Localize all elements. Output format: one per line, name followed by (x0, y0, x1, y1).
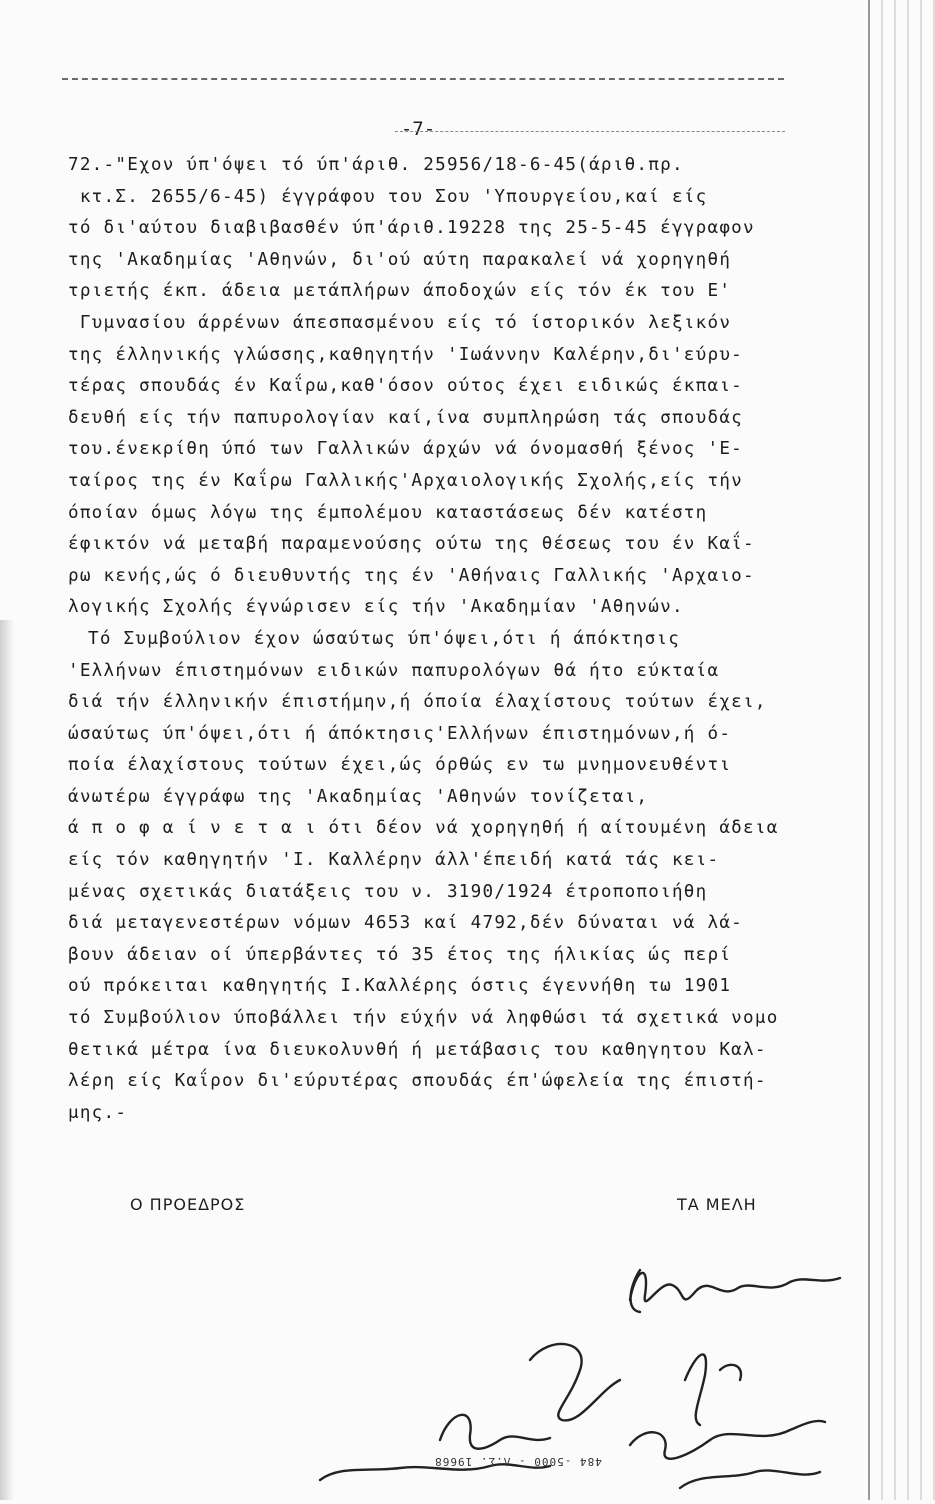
page-number-rule (395, 131, 785, 132)
page-number: -7- (400, 118, 436, 140)
body-line: 72.-"Εχον ύπ'όψει τό ύπ'άριθ. 25956/18-6-45(άριθ.πρ. (68, 155, 684, 175)
body-line: τό δι'αύτου διαβιβασθέν ύπ'άριθ.19228 της 25-5-45 έγγραφον (68, 218, 755, 239)
body-line: διά τήν έλληνικήν έπιστήμην,ή όποία έλαχίστους τούτων έχει, (68, 692, 767, 713)
signature-mark (630, 1421, 825, 1459)
body-line: λογικής Σχολής έγνώρισεν είς τήν 'Ακαδημίαν 'Αθηνών. (68, 597, 684, 618)
body-line: κτ.Σ. 2655/6-45) έγγράφου του Σου 'Υπουργείου,καί είς (68, 186, 708, 207)
body-line: τό Συμβούλιον ύποβάλλει τήν εύχήν νά ληφθώσι τά σχετικά νομο (68, 1008, 779, 1029)
body-line: άνωτέρω έγγράφω της 'Ακαδημίας 'Αθηνών τονίζεται, (68, 786, 649, 807)
body-line: ώσαύτως ύπ'όψει,ότι ή άπόκτησις'Ελλήνων έπιστημόνων,ή ό- (68, 723, 732, 744)
scan-left-edge-shadow (0, 620, 14, 1500)
signature-mark (530, 1344, 620, 1420)
body-line: βουν άδειαν οί ύπερβάντες τό 35 έτος της ήλικίας ώς περί (68, 944, 732, 965)
body-line: ποία έλαχίστους τούτων έχει,ώς όρθώς εν τω μνημονευθέντι (68, 755, 732, 776)
body-line: τέρας σπουδάς έν Καΐρω,καθ'όσον ούτος έχει ειδικώς έκπαι- (68, 376, 744, 397)
signature-mark (630, 1273, 840, 1301)
body-line: είς τόν καθηγητήν 'Ι. Καλλέρην άλλ'έπειδή κατά τάς κει- (68, 850, 720, 871)
body-line: ού πρόκειται καθηγητής Ι.Καλλέρης όστις έγεννήθη τω 1901 (68, 976, 732, 997)
body-line: όποίαν όμως λόγω της έμπολέμου καταστάσεως δέν κατέστη (68, 502, 708, 523)
body-line: Γυμνασίου άρρένων άπεσπασμένου είς τό ίστορικόν λεξικόν (68, 312, 732, 333)
members-label: ΤΑ ΜΕΛΗ (677, 1195, 757, 1214)
body-line: διά μεταγενεστέρων νόμων 4653 καί 4792,δέν δύναται νά λά- (68, 913, 744, 934)
body-line: μένας σχετικάς διατάξεις του ν. 3190/1924 έτροποποιήθη (68, 881, 708, 902)
body-line: λέρη είς Καΐρον δι'εύρυτέρας σπουδάς έπ'ώφελεία της έπιστή- (68, 1071, 767, 1092)
president-label: Ο ΠΡΟΕΔΡΟΣ (130, 1195, 246, 1214)
body-line: της 'Ακαδημίας 'Αθηνών, δι'ού αύτη παρακαλεί νά χορηγηθή (68, 249, 732, 270)
body-line: μης.- (68, 1102, 128, 1123)
body-line: έφικτόν νά μεταβή παραμενούσης ούτω της θέσεως του έν Καΐ- (68, 534, 755, 555)
body-line: Τό Συμβούλιον έχον ώσαύτως ύπ'όψει,ότι ή άπόκτησις (88, 628, 681, 649)
signature-mark (680, 1470, 820, 1488)
header-rule (62, 78, 784, 80)
body-line: 'Ελλήνων έπιστημόνων ειδικών παπυρολόγων θά ήτο εύκταία (68, 660, 720, 681)
signature-mark (440, 1415, 550, 1449)
body-line: δευθή είς τήν παπυρολογίαν καί,ίνα συμπληρώση τάς σπουδάς (68, 407, 744, 428)
body-line: της έλληνικής γλώσσης,καθηγητήν 'Ιωάννην Καλέρην,δι'εύρυ- (68, 344, 744, 365)
body-line: του.ένεκρίθη ύπό των Γαλλικών άρχών νά όνομασθή ξένος 'Ε- (68, 439, 744, 460)
printer-mark: 484 -5000 - Λ.Σ. 19668 (434, 1455, 602, 1468)
typewritten-body (68, 150, 888, 1129)
body-line: θετικά μέτρα ίνα διευκολυνθή ή μετάβασις του καθηγητου Καλ- (68, 1039, 767, 1060)
body-line: τριετής έκπ. άδεια μετάπλήρων άποδοχών είς τόν έκ του Ε' (68, 281, 732, 302)
body-line: ρω κενής,ώς ό διευθυντής της έν 'Αθήναις Γαλλικής 'Αρχαιο- (68, 565, 755, 586)
body-line: ταίρος της έν Καΐρω Γαλλικής'Αρχαιολογικής Σχολής,είς τήν (68, 470, 744, 491)
signature-mark (685, 1354, 741, 1425)
body-line: ά π ο φ α ί ν ε τ α ι ότι δέον νά χορηγηθή ή αίτουμένη άδεια (68, 818, 779, 839)
